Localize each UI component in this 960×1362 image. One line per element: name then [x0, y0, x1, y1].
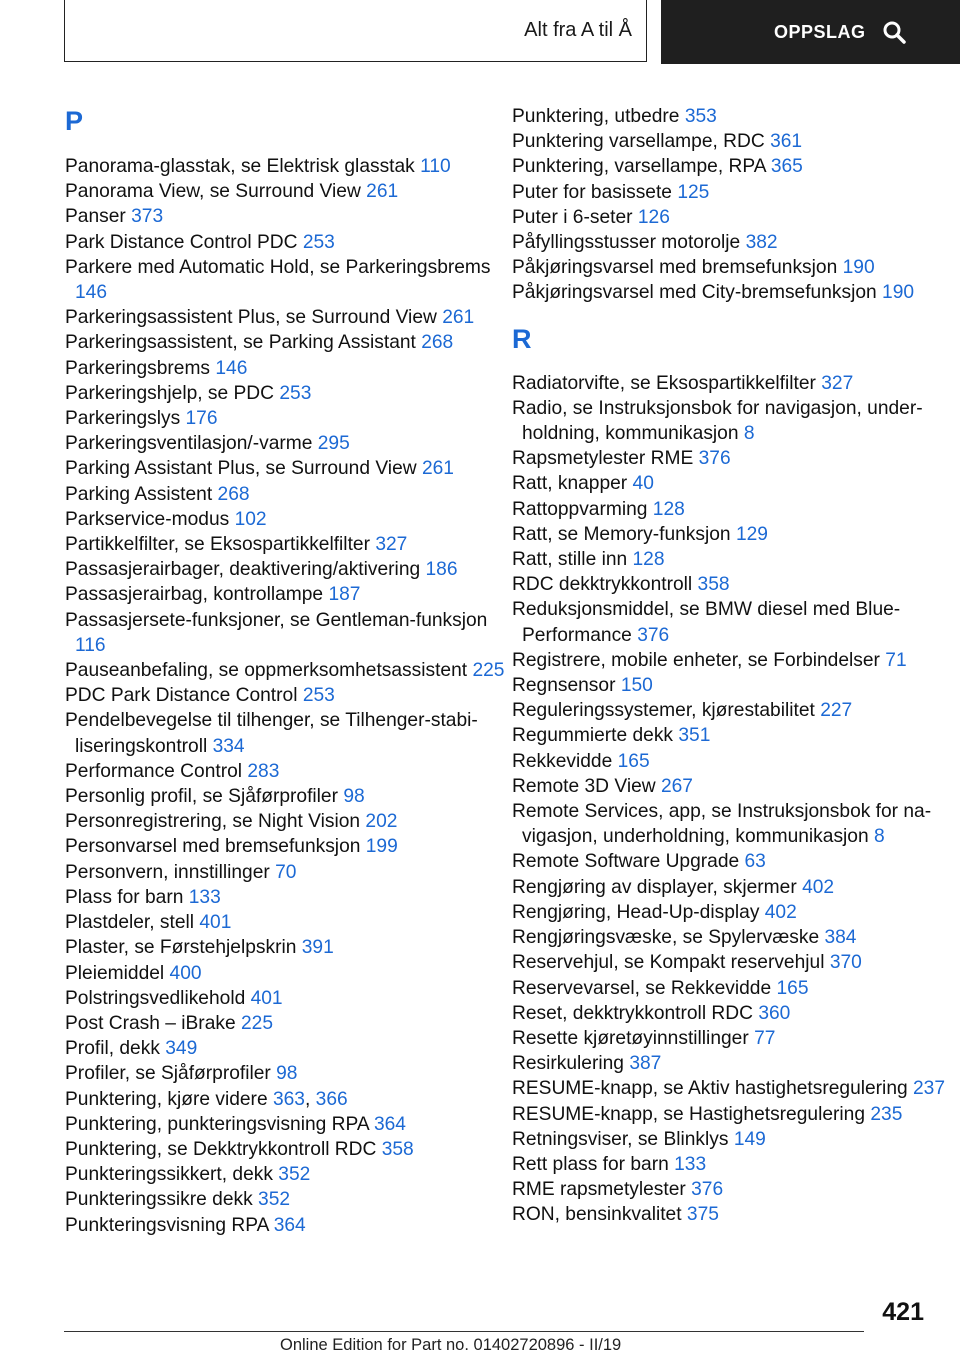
index-entry: [65, 683, 505, 708]
index-entry-text: Plass for barn: [65, 886, 184, 908]
index-entry-text: Polstringsvedlikehold: [65, 987, 246, 1009]
index-entry-text: Rengjøringsvæske, se Spylervæske: [512, 927, 820, 949]
index-entry-text: Påkjøringsvarsel med City-bremsefunksjon: [512, 282, 877, 304]
index-entry: [65, 255, 505, 305]
page-link[interactable]: 376: [698, 448, 731, 470]
index-entry-text: Rattoppvarming: [512, 498, 648, 520]
page-link[interactable]: 146: [215, 357, 248, 379]
index-entry: [65, 456, 505, 481]
page-link[interactable]: 63: [744, 851, 766, 873]
page-link[interactable]: 358: [381, 1138, 414, 1160]
page-link[interactable]: 8: [874, 826, 885, 848]
page-link[interactable]: 370: [829, 952, 862, 974]
page-link[interactable]: 110: [420, 156, 451, 177]
index-entry: [65, 482, 505, 507]
page-link[interactable]: 8: [743, 423, 755, 445]
index-entry-text: Parkeringslys: [65, 408, 181, 430]
index-entry-text: Påkjøringsvarsel med bremsefunksjon: [512, 257, 838, 279]
oppslag-tab[interactable]: [661, 0, 960, 64]
page-link[interactable]: 376: [691, 1179, 724, 1201]
page-link[interactable]: 187: [328, 584, 361, 606]
index-entry-text: Reset, dekktrykkontroll RDC: [512, 1002, 753, 1024]
index-entry: [512, 129, 952, 154]
index-entry: [512, 104, 952, 129]
index-entry: [512, 230, 952, 255]
index-entry-text: Pendelbevegelse til tilhenger, se Tilhenger-stabiliseringskontroll: [65, 710, 478, 757]
index-entry-text: Punktering, se Dekktrykkontroll RDC: [65, 1138, 377, 1160]
page-link[interactable]: 261: [442, 307, 475, 329]
index-entry: [512, 673, 952, 698]
page-link[interactable]: 327: [375, 534, 408, 556]
index-entry-text: Personvern, innstillinger: [65, 861, 270, 883]
index-entry: [65, 557, 505, 582]
page-link[interactable]: 237: [913, 1078, 946, 1100]
index-entry: [512, 900, 952, 925]
index-entry: [65, 406, 505, 431]
index-entry: [512, 648, 952, 673]
page-link[interactable]: 133: [188, 886, 221, 908]
page-link[interactable]: 98: [343, 786, 365, 808]
section-title: Alt fra A til Å: [524, 19, 632, 41]
page-link[interactable]: 190: [842, 257, 875, 279]
index-entry-text: PDC Park Distance Control: [65, 685, 298, 707]
index-entry-text: Rett plass for barn: [512, 1153, 669, 1175]
index-entry-text: Panorama-glasstak, se Elektrisk glasstak: [65, 156, 415, 177]
index-entry-text: Plaster, se Førstehjelpskrin: [65, 937, 297, 959]
page-link[interactable]: 360: [758, 1002, 791, 1024]
index-entry-text: Retningsviser, se Blinklys: [512, 1128, 729, 1150]
page-link[interactable]: 268: [217, 483, 250, 505]
index-entry: [65, 532, 505, 557]
index-entry: [65, 1061, 505, 1086]
index-entry-text: Parkeringsbrems: [65, 357, 211, 379]
page-link[interactable]: 71: [885, 649, 907, 671]
index-entry: [65, 885, 505, 910]
index-letter-heading: R: [512, 323, 532, 354]
page-header: [64, 0, 960, 64]
page-link[interactable]: 235: [870, 1103, 903, 1125]
index-entry-text: Punktering, varsellampe, RPA: [512, 156, 766, 178]
index-entry: [65, 204, 505, 229]
index-entry: [512, 1001, 952, 1026]
page-link[interactable]: 268: [421, 332, 454, 354]
index-entry-text: Profil, dekk: [65, 1038, 160, 1060]
page-link[interactable]: 353: [684, 106, 717, 127]
index-entry-text: Rengjøring, Head-Up-display: [512, 901, 760, 923]
index-entry: [512, 522, 952, 547]
index-entry-text: Passasjerairbag, kontrollampe: [65, 584, 324, 606]
index-entry-text: Rapsmetylester RME: [512, 448, 694, 470]
index-entry-text: RESUME-knapp, se Hastighetsregulering: [512, 1103, 866, 1125]
page-link[interactable]: 349: [165, 1038, 198, 1060]
index-entry-text: Punktering varsellampe, RDC: [512, 131, 765, 153]
index-entry: [512, 749, 952, 774]
index-entry-text: Park Distance Control PDC: [65, 231, 298, 253]
page-link[interactable]: 364: [373, 1113, 406, 1135]
index-entry: [65, 1112, 505, 1137]
index-entry-text: Rengjøring av displayer, skjermer: [512, 876, 797, 898]
index-letter-heading: P: [65, 106, 84, 136]
index-entry: [65, 784, 505, 809]
page-link[interactable]: 283: [247, 760, 280, 782]
index-entry-text: Ratt, stille inn: [512, 549, 628, 571]
page-link[interactable]: 126: [637, 206, 670, 228]
page-link[interactable]: 165: [617, 750, 650, 772]
index-entry: [65, 986, 505, 1011]
page-link[interactable]: 186: [425, 559, 458, 581]
index-column-left: [65, 104, 505, 1238]
index-entry-text: Parkeringsassistent, se Parking Assistant: [65, 332, 416, 354]
page-link[interactable]: 116: [75, 634, 106, 656]
index-entry-text: RME rapsmetylester: [512, 1179, 686, 1201]
index-entry-text: Passasjerairbager, deaktivering/aktivering: [65, 559, 421, 581]
page-link[interactable]: 176: [185, 408, 218, 430]
index-entry: [65, 759, 505, 784]
oppslag-tab-label: OPPSLAG: [774, 21, 866, 42]
page-link[interactable]: 190: [882, 282, 915, 304]
page-link[interactable]: 402: [802, 876, 835, 898]
index-entry: [65, 834, 505, 859]
page-link[interactable]: 146: [75, 282, 108, 304]
index-entry: [65, 860, 505, 885]
index-entry: [65, 935, 505, 960]
page-link[interactable]: 253: [302, 231, 335, 253]
index-entry-text: Punkteringsvisning RPA: [65, 1214, 269, 1236]
page-link[interactable]: 129: [735, 523, 768, 545]
page-link[interactable]: 373: [131, 206, 164, 228]
index-entry-text: Post Crash – iBrake: [65, 1012, 236, 1034]
index-entry: [512, 280, 952, 305]
index-entry-text: Reservehjul, se Kompakt reservehjul: [512, 952, 825, 974]
index-entry: [65, 1162, 505, 1187]
index-entry: [65, 1137, 505, 1162]
page-link[interactable]: 225: [472, 660, 505, 682]
page-link[interactable]: 358: [697, 574, 730, 596]
index-entry-text: Radiatorvifte, se Eksospartikkelfilter: [512, 372, 816, 394]
index-entry-text: Remote Services, app, se Instruksjonsbok for navigasjon, underholdning, kommunikasjon: [512, 801, 932, 848]
index-entry-text: Panorama View, se Surround View: [65, 181, 361, 203]
page-link[interactable]: 267: [660, 775, 693, 797]
page-link[interactable]: 202: [365, 811, 398, 833]
page-link[interactable]: 165: [776, 977, 809, 999]
page-link[interactable]: 366: [315, 1088, 348, 1110]
index-entry-text: Punktering, punkteringsvisning RPA: [65, 1113, 369, 1135]
index-entry: [65, 305, 505, 330]
page-link[interactable]: 133: [674, 1153, 707, 1175]
index-entry-text: Remote 3D View: [512, 775, 656, 797]
index-entry-text: Punktering, kjøre videre: [65, 1088, 268, 1110]
index-entry-text: Parkere med Automatic Hold, se Parkeringsbrems: [65, 256, 491, 278]
index-entry: [512, 1076, 952, 1101]
page-link[interactable]: 391: [301, 937, 334, 959]
index-entry: [65, 330, 505, 355]
page-link[interactable]: 402: [764, 901, 797, 923]
page-link[interactable]: 102: [234, 508, 267, 530]
index-entry-text: Punkteringssikkert, dekk: [65, 1164, 273, 1186]
search-icon: [882, 20, 906, 44]
index-entry: [512, 1202, 952, 1227]
index-entry-text: Parking Assistant Plus, se Surround View: [65, 458, 417, 480]
index-entry-text: RESUME-knapp, se Aktiv hastighetsregulering: [512, 1078, 908, 1100]
page-link[interactable]: 98: [276, 1063, 298, 1085]
index-entry-text: Puter for basissete: [512, 181, 672, 203]
index-entry-text: RON, bensinkvalitet: [512, 1204, 682, 1226]
index-entry: [512, 875, 952, 900]
index-entry: [65, 230, 505, 255]
index-entry: [512, 1127, 952, 1152]
page-link[interactable]: 401: [250, 987, 283, 1009]
page-link[interactable]: 363: [272, 1088, 305, 1110]
index-entry: [512, 446, 952, 471]
index-entry-text: Ratt, se Memory-funksjon: [512, 523, 731, 545]
page-link[interactable]: 365: [770, 156, 803, 178]
page-link[interactable]: 227: [820, 700, 853, 722]
index-entry-text: Regnsensor: [512, 675, 616, 697]
index-entry-text: Personvarsel med bremsefunksjon: [65, 836, 361, 858]
index-entry: [65, 809, 505, 834]
index-entry-text: Registrere, mobile enheter, se Forbindelser: [512, 649, 880, 671]
page-number: 421: [882, 1298, 924, 1326]
index-entry: [65, 507, 505, 532]
index-entry-text: Plastdeler, stell: [65, 912, 195, 934]
index-entry: [512, 597, 952, 647]
index-entry: [512, 180, 952, 205]
index-entry: [512, 471, 952, 496]
index-entry-text: Puter i 6-seter: [512, 206, 633, 228]
index-entry-text: Parkeringsventilasjon/-varme: [65, 433, 313, 455]
section-title-box: [64, 0, 647, 62]
index-entry: [512, 774, 952, 799]
footer-divider: [64, 1331, 864, 1332]
page-link[interactable]: 334: [212, 735, 245, 757]
page-link[interactable]: 149: [733, 1128, 766, 1150]
index-entry: [512, 925, 952, 950]
index-entry-text: Reguleringssystemer, kjørestabilitet: [512, 700, 815, 722]
index-entry: [512, 547, 952, 572]
index-entry-text: Passasjersete-funksjoner, se Gentleman-funksjon: [65, 609, 488, 631]
page-link[interactable]: 295: [317, 433, 350, 455]
index-entry: [512, 723, 952, 748]
index-entry: [512, 205, 952, 230]
index-entry-text: Remote Software Upgrade: [512, 851, 740, 873]
index-entry-text: Profiler, se Sjåførprofiler: [65, 1063, 271, 1085]
index-entry-text: Påfyllingsstusser motorolje: [512, 232, 741, 254]
index-entry-text: Personregistrering, se Night Vision: [65, 811, 361, 833]
index-entry: [512, 154, 952, 179]
index-entry: [65, 658, 505, 683]
index-entry-text: Personlig profil, se Sjåførprofiler: [65, 786, 338, 808]
page-link[interactable]: 225: [240, 1012, 273, 1034]
index-entry: [65, 381, 505, 406]
index-entry: Punktering, kjøre videre 363, 366: [65, 1088, 348, 1110]
page-link[interactable]: 384: [824, 927, 857, 949]
index-entry: [512, 1152, 952, 1177]
index-entry-text: Reservevarsel, se Rekkevidde: [512, 977, 772, 999]
page-link[interactable]: 351: [678, 725, 711, 747]
index-entry: [512, 799, 952, 849]
index-entry-text: Pleiemiddel: [65, 962, 165, 984]
index-entry: [512, 1051, 952, 1076]
index-entry: [512, 572, 952, 597]
footer-text: Online Edition for Part no. 01402720896 - II/19: [280, 1336, 622, 1354]
index-entry-text: Parkeringsassistent Plus, se Surround View: [65, 307, 437, 329]
index-entry: [512, 849, 952, 874]
page-link[interactable]: 128: [652, 498, 685, 520]
index-entry: [512, 698, 952, 723]
index-entry: [65, 1187, 505, 1212]
page-link[interactable]: 387: [629, 1053, 662, 1075]
page-link[interactable]: 70: [275, 861, 297, 883]
index-entry: [65, 431, 505, 456]
index-entry: [65, 1036, 505, 1061]
page-link[interactable]: 150: [620, 675, 653, 697]
page-link[interactable]: 401: [199, 912, 232, 934]
index-entry-text: Resirkulering: [512, 1053, 624, 1075]
index-entry: [512, 396, 952, 446]
page-link[interactable]: 352: [258, 1189, 291, 1211]
index-entry: [512, 950, 952, 975]
page-link[interactable]: 261: [366, 181, 399, 203]
page-link[interactable]: 361: [770, 131, 803, 153]
index-entry-text: Radio, se Instruksjonsbok for navigasjon, underholdning, kommunikasjon: [512, 397, 923, 445]
index-entry: [65, 582, 505, 607]
index-entry: [65, 910, 505, 935]
index-entry: [512, 255, 952, 280]
page-link[interactable]: 364: [273, 1214, 306, 1236]
index-entry: [512, 976, 952, 1001]
index-entry: [65, 154, 505, 179]
page-link[interactable]: 128: [632, 549, 665, 571]
index-entry: [512, 1026, 952, 1051]
page-link[interactable]: 400: [169, 962, 202, 984]
page-link[interactable]: 261: [421, 458, 454, 480]
page-link[interactable]: 40: [632, 473, 654, 495]
index-entry: [65, 179, 505, 204]
index-entry-text: Punkteringssikre dekk: [65, 1189, 253, 1211]
index-entry: [512, 1102, 952, 1127]
index-entry-text: Reduksjonsmiddel, se BMW diesel med BluePerformance: [512, 599, 901, 646]
index-entry-text: Parking Assistent: [65, 483, 213, 505]
index-column-right: [512, 104, 952, 1228]
page-link[interactable]: 352: [278, 1164, 311, 1186]
index-entry-text: Ratt, knapper: [512, 473, 628, 495]
page-link[interactable]: 199: [365, 836, 398, 858]
index-entry-text: Partikkelfilter, se Eksospartikkelfilter: [65, 534, 370, 556]
page-link[interactable]: 327: [821, 372, 854, 394]
index-entry-text: Performance Control: [65, 760, 243, 782]
index-entry-text: Parkservice-modus: [65, 508, 230, 530]
index-entry-text: Punktering, utbedre: [512, 106, 680, 127]
index-entry-text: RDC dekktrykkontroll: [512, 574, 693, 596]
index-entry: [65, 1213, 505, 1238]
index-entry-text: Regummierte dekk: [512, 725, 674, 747]
index-entry: [65, 608, 505, 658]
index-entry-text: Pauseanbefaling, se oppmerksomhetsassistent: [65, 660, 468, 682]
page-link[interactable]: 125: [677, 181, 710, 203]
page-link[interactable]: 376: [637, 624, 670, 646]
page-link[interactable]: 382: [745, 232, 778, 254]
index-entry: [65, 1011, 505, 1036]
index-entry-text: Rekkevidde: [512, 750, 613, 772]
index-entry: [512, 371, 952, 396]
index-entry: [65, 708, 505, 758]
index-entry-text: Panser: [65, 206, 126, 228]
index-entry: [512, 497, 952, 522]
page-link[interactable]: 77: [754, 1027, 776, 1049]
index-entry-text: Parkeringshjelp, se PDC: [65, 382, 275, 404]
page-link[interactable]: 253: [302, 685, 335, 707]
page-link[interactable]: 375: [686, 1204, 719, 1226]
page-link[interactable]: 253: [279, 382, 312, 404]
index-entry: [65, 961, 505, 986]
index-entry: [65, 356, 505, 381]
index-entry-text: Resette kjøretøyinnstillinger: [512, 1027, 749, 1049]
index-entry: [512, 1177, 952, 1202]
